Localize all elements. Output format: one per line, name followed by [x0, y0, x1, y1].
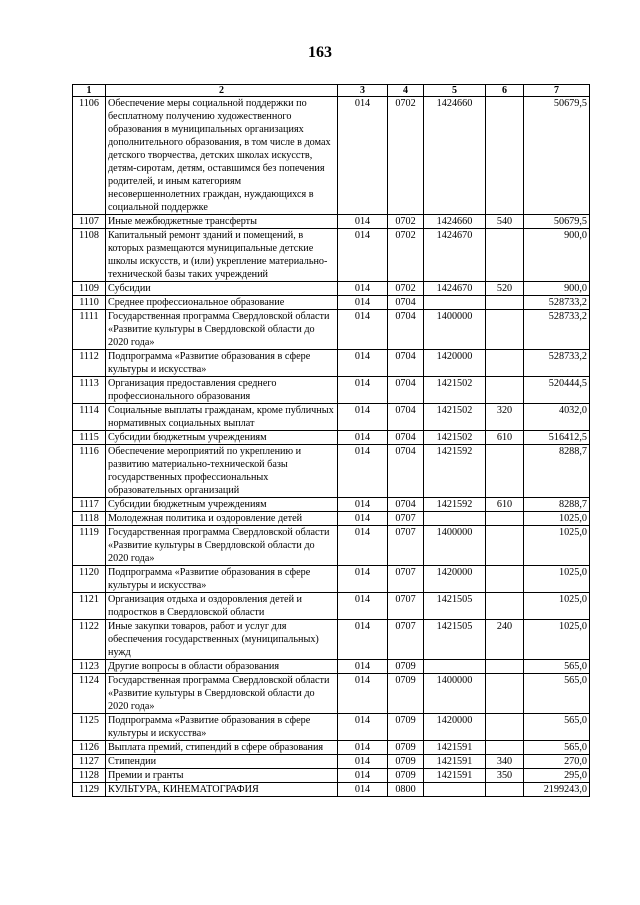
row-amount: 900,0 [524, 282, 590, 296]
row-number: 1121 [73, 593, 106, 620]
row-section-code: 0702 [388, 282, 424, 296]
row-number: 1106 [73, 97, 106, 215]
row-name: Субсидии [106, 282, 338, 296]
row-expense-type: 320 [486, 404, 524, 431]
row-amount: 520444,5 [524, 377, 590, 404]
table-row [73, 660, 590, 674]
table-row [73, 498, 590, 512]
row-name: Капитальный ремонт зданий и помещений, в которых размещаются муниципальные детские школы искусств, и (или) укрепление материально-технической базы таких учреждений [106, 229, 338, 282]
col-header: 5 [424, 85, 486, 97]
row-target-code [424, 512, 486, 526]
table-row [73, 377, 590, 404]
row-admin-code: 014 [338, 660, 388, 674]
row-number: 1125 [73, 714, 106, 741]
table-row [73, 282, 590, 296]
row-section-code: 0707 [388, 593, 424, 620]
table-row [73, 97, 590, 215]
row-expense-type: 340 [486, 755, 524, 769]
row-section-code: 0704 [388, 498, 424, 512]
row-target-code: 1424660 [424, 97, 486, 215]
row-section-code: 0702 [388, 215, 424, 229]
row-section-code: 0709 [388, 741, 424, 755]
row-target-code: 1400000 [424, 310, 486, 350]
row-number: 1115 [73, 431, 106, 445]
row-amount: 528733,2 [524, 310, 590, 350]
row-section-code: 0707 [388, 526, 424, 566]
table-row [73, 674, 590, 714]
table-row [73, 350, 590, 377]
row-expense-type [486, 714, 524, 741]
row-expense-type: 610 [486, 498, 524, 512]
row-expense-type: 610 [486, 431, 524, 445]
row-admin-code: 014 [338, 377, 388, 404]
table-row [73, 296, 590, 310]
row-section-code: 0709 [388, 674, 424, 714]
row-number: 1117 [73, 498, 106, 512]
row-number: 1120 [73, 566, 106, 593]
row-target-code [424, 783, 486, 797]
row-amount: 1025,0 [524, 593, 590, 620]
row-number: 1113 [73, 377, 106, 404]
table-row [73, 620, 590, 660]
col-header: 4 [388, 85, 424, 97]
row-target-code [424, 296, 486, 310]
row-section-code: 0707 [388, 620, 424, 660]
row-expense-type [486, 593, 524, 620]
row-target-code: 1400000 [424, 526, 486, 566]
row-admin-code: 014 [338, 714, 388, 741]
row-name: Подпрограмма «Развитие образования в сфере культуры и искусства» [106, 714, 338, 741]
row-name: Среднее профессиональное образование [106, 296, 338, 310]
row-number: 1114 [73, 404, 106, 431]
row-name: Субсидии бюджетным учреждениям [106, 431, 338, 445]
table-row [73, 404, 590, 431]
row-section-code: 0702 [388, 97, 424, 215]
row-admin-code: 014 [338, 445, 388, 498]
row-admin-code: 014 [338, 674, 388, 714]
row-amount: 1025,0 [524, 512, 590, 526]
row-name: Выплата премий, стипендий в сфере образования [106, 741, 338, 755]
row-number: 1127 [73, 755, 106, 769]
row-expense-type [486, 741, 524, 755]
row-target-code: 1400000 [424, 674, 486, 714]
row-number: 1107 [73, 215, 106, 229]
row-name: Молодежная политика и оздоровление детей [106, 512, 338, 526]
row-admin-code: 014 [338, 310, 388, 350]
row-target-code: 1421502 [424, 431, 486, 445]
row-amount: 528733,2 [524, 350, 590, 377]
col-header: 3 [338, 85, 388, 97]
row-admin-code: 014 [338, 566, 388, 593]
row-number: 1112 [73, 350, 106, 377]
row-expense-type [486, 512, 524, 526]
row-target-code: 1421591 [424, 769, 486, 783]
col-header: 6 [486, 85, 524, 97]
row-expense-type [486, 674, 524, 714]
table-row [73, 229, 590, 282]
row-admin-code: 014 [338, 229, 388, 282]
row-amount: 4032,0 [524, 404, 590, 431]
row-amount: 516412,5 [524, 431, 590, 445]
row-admin-code: 014 [338, 526, 388, 566]
row-number: 1126 [73, 741, 106, 755]
row-name: Другие вопросы в области образования [106, 660, 338, 674]
row-name: Государственная программа Свердловской области «Развитие культуры в Свердловской области до 2020 года» [106, 310, 338, 350]
row-expense-type: 540 [486, 215, 524, 229]
row-admin-code: 014 [338, 783, 388, 797]
row-amount: 1025,0 [524, 620, 590, 660]
row-admin-code: 014 [338, 404, 388, 431]
row-target-code: 1421505 [424, 593, 486, 620]
row-amount: 8288,7 [524, 445, 590, 498]
row-expense-type [486, 310, 524, 350]
row-amount: 1025,0 [524, 566, 590, 593]
table-row [73, 310, 590, 350]
row-name: Подпрограмма «Развитие образования в сфере культуры и искусства» [106, 566, 338, 593]
row-section-code: 0709 [388, 660, 424, 674]
row-section-code: 0704 [388, 350, 424, 377]
table-row [73, 512, 590, 526]
table-row [73, 783, 590, 797]
table-row [73, 445, 590, 498]
row-number: 1122 [73, 620, 106, 660]
row-target-code: 1420000 [424, 350, 486, 377]
row-amount: 565,0 [524, 741, 590, 755]
row-target-code: 1421592 [424, 445, 486, 498]
row-target-code: 1424660 [424, 215, 486, 229]
row-name: Иные межбюджетные трансферты [106, 215, 338, 229]
row-admin-code: 014 [338, 215, 388, 229]
row-amount: 2199243,0 [524, 783, 590, 797]
row-section-code: 0709 [388, 755, 424, 769]
row-expense-type: 350 [486, 769, 524, 783]
row-amount: 565,0 [524, 674, 590, 714]
row-name: Организация отдыха и оздоровления детей и подростков в Свердловской области [106, 593, 338, 620]
row-name: Стипендии [106, 755, 338, 769]
row-amount: 8288,7 [524, 498, 590, 512]
row-expense-type [486, 229, 524, 282]
row-number: 1118 [73, 512, 106, 526]
row-expense-type: 520 [486, 282, 524, 296]
row-section-code: 0704 [388, 296, 424, 310]
table-row [73, 566, 590, 593]
row-number: 1108 [73, 229, 106, 282]
row-expense-type [486, 783, 524, 797]
row-admin-code: 014 [338, 769, 388, 783]
table-row [73, 431, 590, 445]
row-amount: 1025,0 [524, 526, 590, 566]
row-expense-type [486, 350, 524, 377]
row-admin-code: 014 [338, 741, 388, 755]
table-row [73, 769, 590, 783]
row-amount: 528733,2 [524, 296, 590, 310]
row-number: 1124 [73, 674, 106, 714]
row-admin-code: 014 [338, 512, 388, 526]
row-section-code: 0702 [388, 229, 424, 282]
row-target-code: 1424670 [424, 282, 486, 296]
row-amount: 900,0 [524, 229, 590, 282]
table-row [73, 215, 590, 229]
row-name: Премии и гранты [106, 769, 338, 783]
col-header: 7 [524, 85, 590, 97]
row-number: 1109 [73, 282, 106, 296]
row-section-code: 0704 [388, 431, 424, 445]
row-section-code: 0709 [388, 769, 424, 783]
row-admin-code: 014 [338, 282, 388, 296]
row-name: Подпрограмма «Развитие образования в сфере культуры и искусства» [106, 350, 338, 377]
row-expense-type [486, 660, 524, 674]
row-expense-type [486, 97, 524, 215]
row-target-code: 1424670 [424, 229, 486, 282]
row-number: 1128 [73, 769, 106, 783]
row-name: Иные закупки товаров, работ и услуг для обеспечения государственных (муниципальных) нужд [106, 620, 338, 660]
row-name: Социальные выплаты гражданам, кроме публичных нормативных социальных выплат [106, 404, 338, 431]
row-admin-code: 014 [338, 296, 388, 310]
row-section-code: 0707 [388, 566, 424, 593]
row-admin-code: 014 [338, 350, 388, 377]
row-admin-code: 014 [338, 755, 388, 769]
row-name: КУЛЬТУРА, КИНЕМАТОГРАФИЯ [106, 783, 338, 797]
row-amount: 270,0 [524, 755, 590, 769]
table-row [73, 741, 590, 755]
row-expense-type [486, 445, 524, 498]
row-section-code: 0800 [388, 783, 424, 797]
row-section-code: 0707 [388, 512, 424, 526]
row-name: Организация предоставления среднего профессионального образования [106, 377, 338, 404]
row-expense-type [486, 526, 524, 566]
row-section-code: 0704 [388, 404, 424, 431]
row-target-code: 1420000 [424, 566, 486, 593]
row-section-code: 0704 [388, 445, 424, 498]
row-admin-code: 014 [338, 620, 388, 660]
row-target-code: 1421592 [424, 498, 486, 512]
row-target-code: 1421502 [424, 404, 486, 431]
budget-table [72, 84, 590, 797]
row-admin-code: 014 [338, 593, 388, 620]
row-section-code: 0704 [388, 310, 424, 350]
header-row [73, 85, 590, 97]
row-name: Обеспечение мероприятий по укреплению и развитию материально-технической базы государственных профессиональных образовательных организаций [106, 445, 338, 498]
col-header: 1 [73, 85, 106, 97]
row-section-code: 0704 [388, 377, 424, 404]
row-name: Государственная программа Свердловской области «Развитие культуры в Свердловской области до 2020 года» [106, 526, 338, 566]
row-target-code: 1421502 [424, 377, 486, 404]
row-number: 1110 [73, 296, 106, 310]
row-amount: 50679,5 [524, 97, 590, 215]
row-amount: 295,0 [524, 769, 590, 783]
row-expense-type [486, 377, 524, 404]
row-admin-code: 014 [338, 97, 388, 215]
row-target-code: 1421505 [424, 620, 486, 660]
row-amount: 565,0 [524, 714, 590, 741]
row-name: Субсидии бюджетным учреждениям [106, 498, 338, 512]
table-row [73, 526, 590, 566]
row-target-code: 1421591 [424, 741, 486, 755]
table-row [73, 593, 590, 620]
row-amount: 50679,5 [524, 215, 590, 229]
page-number: 163 [308, 44, 332, 61]
row-number: 1111 [73, 310, 106, 350]
table-row [73, 755, 590, 769]
row-section-code: 0709 [388, 714, 424, 741]
row-expense-type [486, 566, 524, 593]
row-admin-code: 014 [338, 498, 388, 512]
row-amount: 565,0 [524, 660, 590, 674]
row-expense-type: 240 [486, 620, 524, 660]
row-number: 1129 [73, 783, 106, 797]
row-admin-code: 014 [338, 431, 388, 445]
row-number: 1119 [73, 526, 106, 566]
col-header: 2 [106, 85, 338, 97]
table-row [73, 714, 590, 741]
row-number: 1123 [73, 660, 106, 674]
row-name: Обеспечение меры социальной поддержки по бесплатному получению художественного образования в муниципальных организациях дополнительного образования, в том числе в домах детского творчества, детских школах искусств, детям-сиротам, детям, оставшимся без попечения родителей, и иным категориям несовершеннолетних граждан, нуждающихся в социальной поддержке [106, 97, 338, 215]
row-name: Государственная программа Свердловской области «Развитие культуры в Свердловской области до 2020 года» [106, 674, 338, 714]
row-target-code [424, 660, 486, 674]
row-expense-type [486, 296, 524, 310]
row-target-code: 1421591 [424, 755, 486, 769]
row-target-code: 1420000 [424, 714, 486, 741]
row-number: 1116 [73, 445, 106, 498]
